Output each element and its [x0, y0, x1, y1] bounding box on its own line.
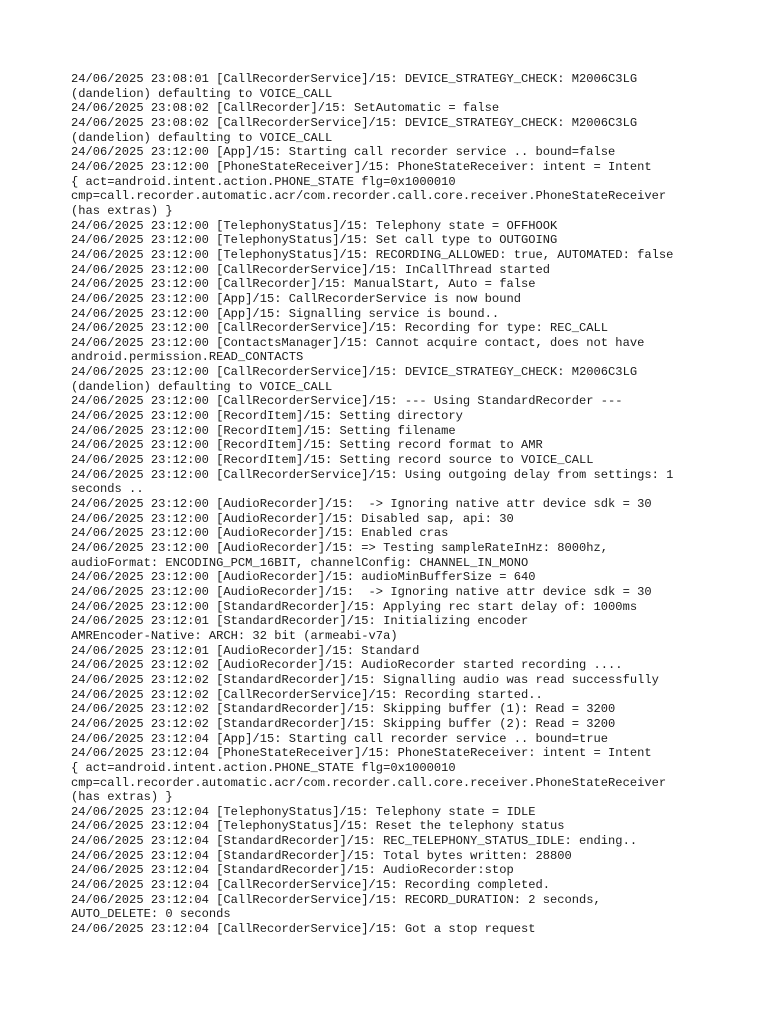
log-line: 24/06/2025 23:12:02 [StandardRecorder]/15: Signalling audio was read successfully — [71, 672, 659, 687]
log-line: 24/06/2025 23:12:00 [RecordItem]/15: Setting filename — [71, 423, 456, 438]
log-line: 24/06/2025 23:08:02 [CallRecorderService]/15: DEVICE_STRATEGY_CHECK: M2006C3LG — [71, 115, 638, 130]
log-line: (dandelion) defaulting to VOICE_CALL — [71, 130, 333, 145]
log-line: 24/06/2025 23:12:02 [CallRecorderService]/15: Recording started.. — [71, 687, 543, 702]
log-line: 24/06/2025 23:12:00 [CallRecorderService]/15: InCallThread started — [71, 262, 550, 277]
log-line: 24/06/2025 23:12:00 [ContactsManager]/15: Cannot acquire contact, does not have — [71, 335, 645, 350]
log-line: 24/06/2025 23:12:00 [CallRecorderService]/15: Recording for type: REC_CALL — [71, 321, 609, 336]
log-line: 24/06/2025 23:12:00 [AudioRecorder]/15: Disabled sap, api: 30 — [71, 511, 514, 526]
log-line: 24/06/2025 23:12:04 [StandardRecorder]/15: REC_TELEPHONY_STATUS_IDLE: ending.. — [71, 834, 638, 849]
log-line: 24/06/2025 23:12:00 [RecordItem]/15: Setting record format to AMR — [71, 438, 543, 453]
log-line: { act=android.intent.action.PHONE_STATE flg=0x1000010 — [71, 174, 456, 189]
log-line: (dandelion) defaulting to VOICE_CALL — [71, 379, 333, 394]
log-line: cmp=call.recorder.automatic.acr/com.recorder.call.core.receiver.PhoneStateReceiver — [71, 189, 667, 204]
log-line: 24/06/2025 23:12:04 [CallRecorderService]/15: Got a stop request — [71, 922, 536, 937]
log-line: 24/06/2025 23:12:01 [AudioRecorder]/15: Standard — [71, 643, 420, 658]
log-line: 24/06/2025 23:12:00 [AudioRecorder]/15: Enabled cras — [71, 526, 449, 541]
log-line: audioFormat: ENCODING_PCM_16BIT, channelConfig: CHANNEL_IN_MONO — [71, 555, 529, 570]
log-line: 24/06/2025 23:08:02 [CallRecorder]/15: SetAutomatic = false — [71, 101, 500, 116]
log-line: 24/06/2025 23:12:02 [StandardRecorder]/15: Skipping buffer (2): Read = 3200 — [71, 716, 616, 731]
log-text-block — [71, 72, 751, 937]
log-line: 24/06/2025 23:12:00 [App]/15: Signalling service is bound.. — [71, 306, 500, 321]
log-line: 24/06/2025 23:12:00 [AudioRecorder]/15: -> Ignoring native attr device sdk = 30 — [71, 584, 652, 599]
log-line: 24/06/2025 23:12:02 [AudioRecorder]/15: AudioRecorder started recording .... — [71, 658, 623, 673]
log-line: 24/06/2025 23:12:00 [CallRecorder]/15: ManualStart, Auto = false — [71, 277, 536, 292]
log-line: 24/06/2025 23:12:00 [TelephonyStatus]/15: Set call type to OUTGOING — [71, 233, 558, 248]
log-line: 24/06/2025 23:12:04 [TelephonyStatus]/15: Telephony state = IDLE — [71, 804, 536, 819]
log-line: 24/06/2025 23:12:04 [StandardRecorder]/15: AudioRecorder:stop — [71, 863, 514, 878]
log-line: 24/06/2025 23:12:00 [CallRecorderService]/15: Using outgoing delay from settings: 1 — [71, 467, 674, 482]
log-line: 24/06/2025 23:12:04 [PhoneStateReceiver]/15: PhoneStateReceiver: intent = Intent — [71, 746, 652, 761]
log-line: 24/06/2025 23:12:00 [StandardRecorder]/15: Applying rec start delay of: 1000ms — [71, 599, 638, 614]
log-line: 24/06/2025 23:12:00 [App]/15: Starting call recorder service .. bound=false — [71, 145, 616, 160]
log-line: (has extras) } — [71, 203, 173, 218]
log-line: 24/06/2025 23:12:00 [RecordItem]/15: Setting directory — [71, 409, 463, 424]
log-line: 24/06/2025 23:12:00 [CallRecorderService]/15: DEVICE_STRATEGY_CHECK: M2006C3LG — [71, 365, 638, 380]
log-line: cmp=call.recorder.automatic.acr/com.recorder.call.core.receiver.PhoneStateReceiver — [71, 775, 667, 790]
log-line: 24/06/2025 23:12:00 [RecordItem]/15: Setting record source to VOICE_CALL — [71, 453, 594, 468]
log-line: 24/06/2025 23:12:00 [CallRecorderService]/15: --- Using StandardRecorder --- — [71, 394, 623, 409]
log-line: 24/06/2025 23:12:00 [AudioRecorder]/15: -> Ignoring native attr device sdk = 30 — [71, 497, 652, 512]
log-line: 24/06/2025 23:12:00 [TelephonyStatus]/15: Telephony state = OFFHOOK — [71, 218, 558, 233]
log-line: 24/06/2025 23:12:00 [TelephonyStatus]/15: RECORDING_ALLOWED: true, AUTOMATED: false — [71, 247, 674, 262]
log-line: { act=android.intent.action.PHONE_STATE flg=0x1000010 — [71, 760, 456, 775]
log-line: 24/06/2025 23:12:04 [CallRecorderService]/15: Recording completed. — [71, 878, 550, 893]
log-line: seconds .. — [71, 482, 144, 497]
log-line: (dandelion) defaulting to VOICE_CALL — [71, 86, 333, 101]
log-line: android.permission.READ_CONTACTS — [71, 350, 304, 365]
log-line: 24/06/2025 23:12:04 [StandardRecorder]/15: Total bytes written: 28800 — [71, 848, 572, 863]
log-line: 24/06/2025 23:12:04 [TelephonyStatus]/15: Reset the telephony status — [71, 819, 565, 834]
log-line: 24/06/2025 23:12:01 [StandardRecorder]/15: Initializing encoder — [71, 614, 529, 629]
log-line: 24/06/2025 23:12:00 [App]/15: CallRecorderService is now bound — [71, 291, 521, 306]
log-line: 24/06/2025 23:12:02 [StandardRecorder]/15: Skipping buffer (1): Read = 3200 — [71, 702, 616, 717]
log-line: AMREncoder-Native: ARCH: 32 bit (armeabi-v7a) — [71, 628, 398, 643]
log-line: 24/06/2025 23:12:04 [CallRecorderService]/15: RECORD_DURATION: 2 seconds, — [71, 892, 601, 907]
log-line: 24/06/2025 23:12:00 [AudioRecorder]/15: audioMinBufferSize = 640 — [71, 570, 536, 585]
log-line: 24/06/2025 23:08:01 [CallRecorderService]/15: DEVICE_STRATEGY_CHECK: M2006C3LG — [71, 72, 638, 86]
log-line: 24/06/2025 23:12:00 [PhoneStateReceiver]/15: PhoneStateReceiver: intent = Intent — [71, 159, 652, 174]
log-line: 24/06/2025 23:12:04 [App]/15: Starting call recorder service .. bound=true — [71, 731, 609, 746]
log-line: AUTO_DELETE: 0 seconds — [71, 907, 231, 922]
log-line: 24/06/2025 23:12:00 [AudioRecorder]/15: => Testing sampleRateInHz: 8000hz, — [71, 541, 609, 555]
log-line: (has extras) } — [71, 790, 173, 805]
